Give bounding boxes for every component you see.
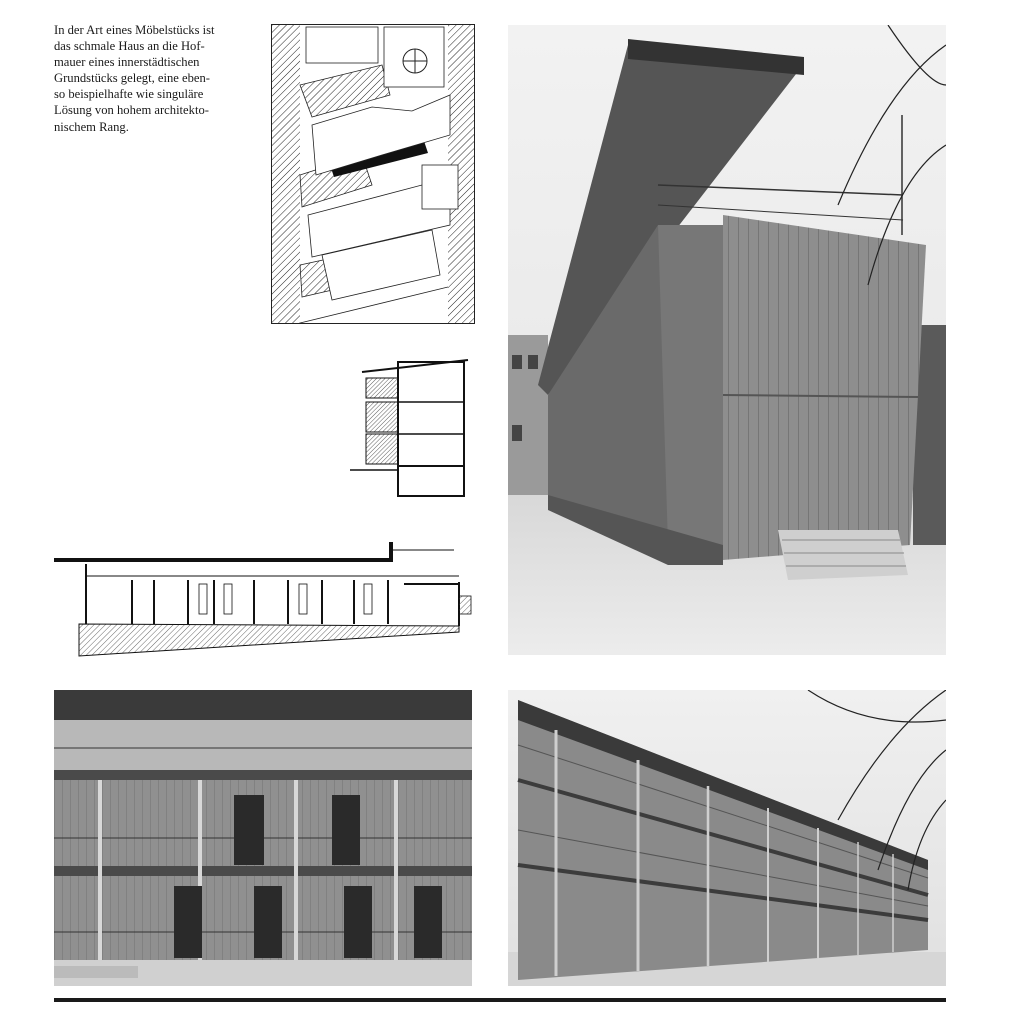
- caption-line: In der Art eines Möbelstücks ist: [54, 23, 215, 37]
- building-section: [350, 358, 472, 498]
- bottom-rule: [54, 998, 946, 1002]
- photo-perspective: [508, 690, 946, 986]
- caption-line: Grundstücks gelegt, eine eben-: [54, 71, 210, 86]
- caption-line: das schmale Haus an die Hof-: [54, 39, 205, 54]
- site-plan: [271, 24, 475, 324]
- caption: [54, 22, 242, 135]
- floor-plan: [54, 540, 474, 658]
- caption-line: mauer eines innerstädtischen: [54, 55, 200, 70]
- photo-front-elevation: [54, 690, 472, 986]
- caption-line: nischem Rang.: [54, 119, 129, 134]
- photo-corner-view: [508, 25, 946, 655]
- caption-line: Lösung von hohem architekto-: [54, 103, 209, 118]
- caption-line: so beispielhafte wie singuläre: [54, 87, 204, 102]
